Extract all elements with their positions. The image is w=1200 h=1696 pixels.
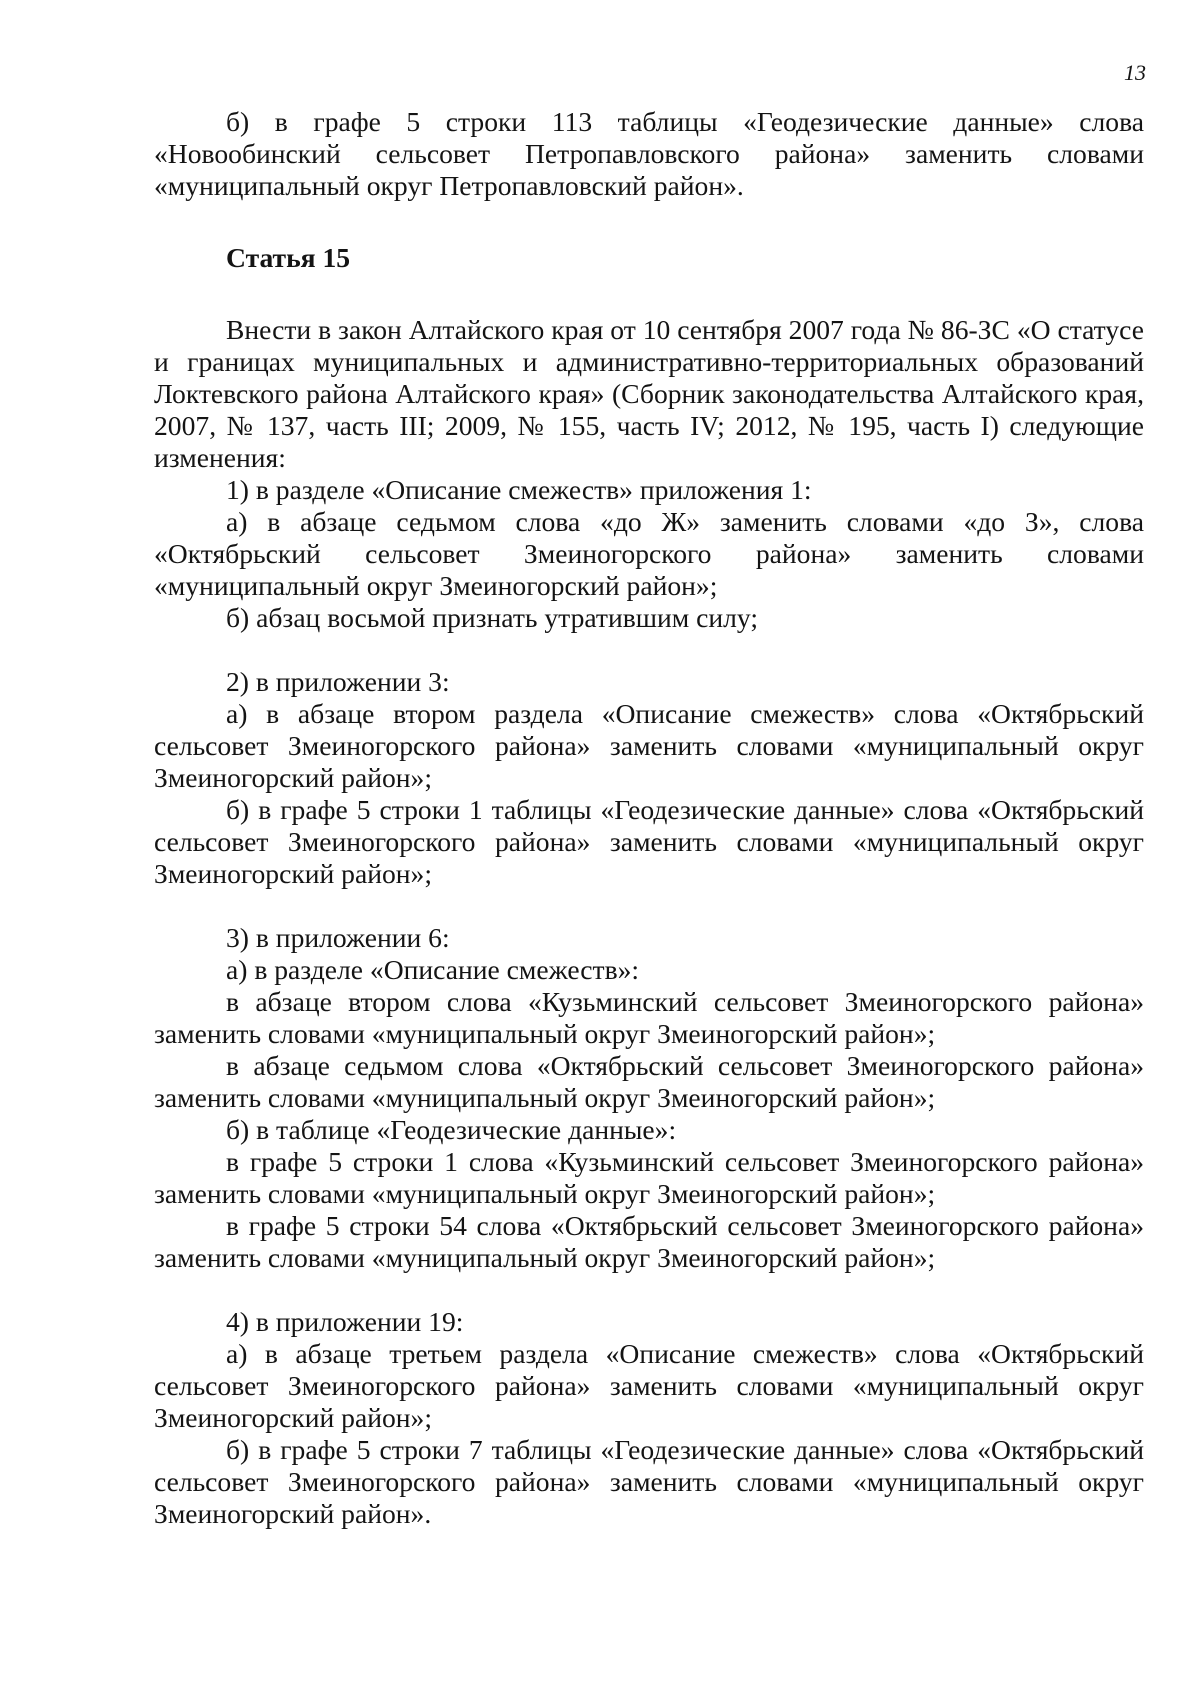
section3-subitem-2: в абзаце седьмом слова «Октябрьский сельсовет Змеиногорского района» заменить словами «муниципальный округ Змеиногорский район»;: [154, 1050, 1144, 1113]
section1-item-b: б) абзац восьмой признать утратившим силу;: [226, 602, 759, 633]
section3-item-a: а) в разделе «Описание смежеств»:: [226, 954, 640, 985]
section1-item-a: а) в абзаце седьмом слова «до Ж» заменить словами «до З», слова «Октябрьский сельсовет Змеиногорского района» заменить словами «муниципальный округ Змеиногорский район»;: [154, 506, 1144, 601]
section3-item-b: б) в таблице «Геодезические данные»:: [226, 1114, 677, 1145]
section4-item-a: а) в абзаце третьем раздела «Описание смежеств» слова «Октябрьский сельсовет Змеиногорского района» заменить словами «муниципальный округ Змеиногорский район»;: [154, 1338, 1144, 1433]
paragraph-top: б) в графе 5 строки 113 таблицы «Геодезические данные» слова «Новообинский сельсовет Петропавловского района» заменить словами «муниципальный округ Петропавловский район».: [154, 106, 1144, 201]
document-body: [154, 106, 1144, 1530]
section2-item-a: а) в абзаце втором раздела «Описание смежеств» слова «Октябрьский сельсовет Змеиногорского района» заменить словами «муниципальный округ Змеиногорский район»;: [154, 698, 1144, 793]
section3-subitem-4: в графе 5 строки 54 слова «Октябрьский сельсовет Змеиногорского района» заменить словами «муниципальный округ Змеиногорский район»;: [154, 1210, 1144, 1273]
article-heading: Статья 15: [226, 242, 351, 273]
section3-subitem-3: в графе 5 строки 1 слова «Кузьминский сельсовет Змеиногорского района» заменить словами «муниципальный округ Змеиногорский район»;: [154, 1146, 1144, 1209]
section4-item-b: б) в графе 5 строки 7 таблицы «Геодезические данные» слова «Октябрьский сельсовет Змеиногорского района» заменить словами «муниципальный округ Змеиногорский район».: [154, 1434, 1144, 1529]
section4-title: 4) в приложении 19:: [226, 1306, 464, 1337]
section2-title: 2) в приложении 3:: [226, 666, 450, 697]
section1-title: 1) в разделе «Описание смежеств» приложения 1:: [226, 474, 812, 505]
page-number: 13: [1124, 60, 1146, 85]
section3-subitem-1: в абзаце втором слова «Кузьминский сельсовет Змеиногорского района» заменить словами «муниципальный округ Змеиногорский район»;: [154, 986, 1144, 1049]
section3-title: 3) в приложении 6:: [226, 922, 450, 953]
article-intro: Внести в закон Алтайского края от 10 сентября 2007 года № 86-ЗС «О статусе и границах муниципальных и административно-территориальных образований Локтевского района Алтайского края» (Сборник законодательства Алтайского края, 2007, № 137, часть III; 2009, № 155, часть IV; 2012, № 195, часть I) следующие изменения:: [154, 314, 1144, 473]
section2-item-b: б) в графе 5 строки 1 таблицы «Геодезические данные» слова «Октябрьский сельсовет Змеиногорского района» заменить словами «муниципальный округ Змеиногорский район»;: [154, 794, 1144, 889]
